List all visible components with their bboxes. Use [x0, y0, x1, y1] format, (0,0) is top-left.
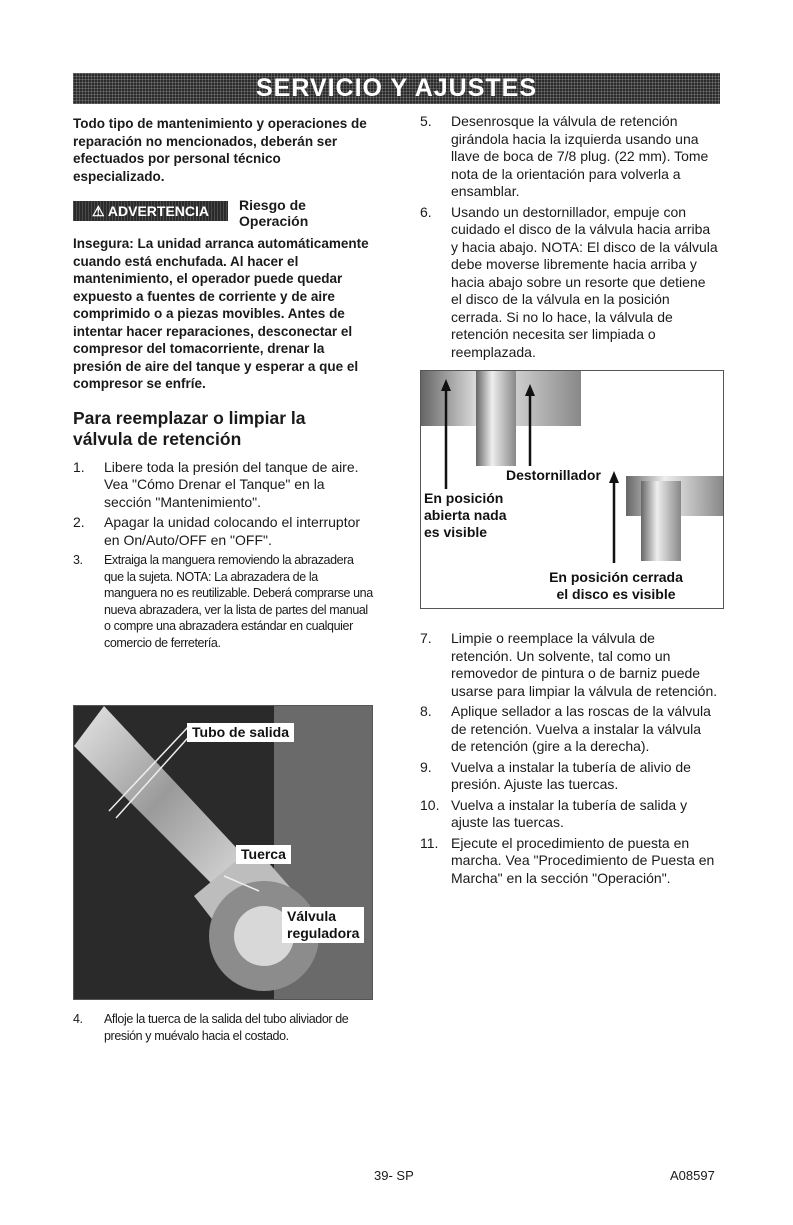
label-screwdriver: Destornillador: [506, 467, 601, 483]
photo-regulator-valve-illustration: [74, 706, 372, 999]
list-item: 7. Limpie o reemplace la válvula de retención. Un solvente, tal como un removedor de pintura o de barniz puede usarse para limpiar la válvula de retención.: [420, 630, 718, 699]
list-item: 11. Ejecute el procedimiento de puesta en marcha. Vea "Procedimiento de Puesta en Marcha" en la sección "Operación".: [420, 834, 715, 886]
step4-block: [73, 1011, 373, 1047]
intro-text: Todo tipo de mantenimiento y operaciones de reparación no mencionados, deberán ser efectuados por personal técnico especializado.: [73, 116, 367, 184]
document-code: A08597: [670, 1168, 715, 1183]
label-regulator-valve: Válvula reguladora: [282, 907, 364, 943]
list-item: 1. Libere toda la presión del tanque de aire. Vea "Cómo Drenar el Tanque" en la sección "Mantenimiento".: [73, 458, 359, 510]
warning-header: [73, 197, 373, 237]
warning-label-line2: Operación: [239, 213, 309, 229]
section-heading: [73, 408, 373, 450]
list-item: 5. Desenrosque la válvula de retención girándola hacia la izquierda usando una llave de boca de 7/8 plug. (22 mm). Tome nota de la orientación para volverla a ensamblar.: [420, 113, 709, 199]
section-title-line1: Para reemplazar o limpiar la: [73, 407, 306, 428]
list-item: 10. Vuelva a instalar la tubería de salida y ajuste las tuercas.: [420, 796, 688, 830]
right-column-top: [420, 113, 720, 364]
right-column-bottom: [420, 630, 720, 890]
warning-badge: ⚠ ADVERTENCIA: [73, 201, 228, 221]
label-open-position: En posición abierta nada es visible: [424, 490, 507, 540]
photo-regulator-valve: [73, 705, 373, 1000]
list-item: 9. Vuelva a instalar la tubería de alivio de presión. Ajuste las tuercas.: [420, 758, 691, 792]
warning-label-line1: Riesgo de: [239, 197, 306, 213]
steps-right-bottom-list: [420, 630, 720, 887]
steps-right-top-list: [420, 113, 720, 361]
list-item: 4. Afloje la tuerca de la salida del tubo aliviador de presión y muévalo hacia el costado.: [73, 1012, 349, 1043]
step4-list: [73, 1011, 373, 1044]
steps-left-list: [73, 459, 373, 652]
warning-text: Insegura: La unidad arranca automáticamente cuando está enchufada. Al hacer el mantenimiento, el operador puede quedar expuesto a fuentes de corriente y de aire comprimido o a piezas movibles. Antes de intentar hacer reparaciones, desconectar el compresor del tomacorriente, drenar la presión de aire del tanque y esperar a que el compresor se enfríe.: [73, 236, 369, 391]
photo-check-valve: [420, 370, 724, 609]
label-outlet-tube: Tubo de salida: [187, 723, 294, 742]
left-column: [73, 115, 373, 654]
list-item: 3. Extraiga la manguera removiendo la abrazadera que la sujeta. NOTA: La abrazadera de la manguera no es reutilizable. Deberá comprarse una nueva abrazadera, ver la lista de partes del manual o compre una abrazadera estándar en cualquier comercio de ferretería.: [73, 553, 373, 650]
warning-label: [239, 197, 308, 229]
list-item: 6. Usando un destornillador, empuje con cuidado el disco de la válvula hacia arriba y hacia abajo. NOTA: El disco de la válvula debe moverse libremente hacia arriba y hacia abajo sobre un resorte que detiene el disco de la válvula en la posición cerrada. Si no lo hace, la válvula de retención necesita ser limpiada o reemplazada.: [420, 203, 718, 360]
page-number: 39- SP: [374, 1168, 414, 1183]
banner-title: SERVICIO Y AJUSTES: [255, 74, 538, 102]
section-title-line2: válvula de retención: [73, 428, 242, 449]
label-nut: Tuerca: [236, 845, 291, 864]
section-banner: [73, 73, 720, 104]
list-item: 8. Aplique sellador a las roscas de la válvula de retención. Vuelva a instalar la válvula de retención (gire a la derecha).: [420, 703, 711, 754]
list-item: 2. Apagar la unidad colocando el interruptor en On/Auto/OFF en "OFF".: [73, 514, 361, 548]
label-closed-position: En posición cerrada el disco es visible: [549, 569, 683, 602]
